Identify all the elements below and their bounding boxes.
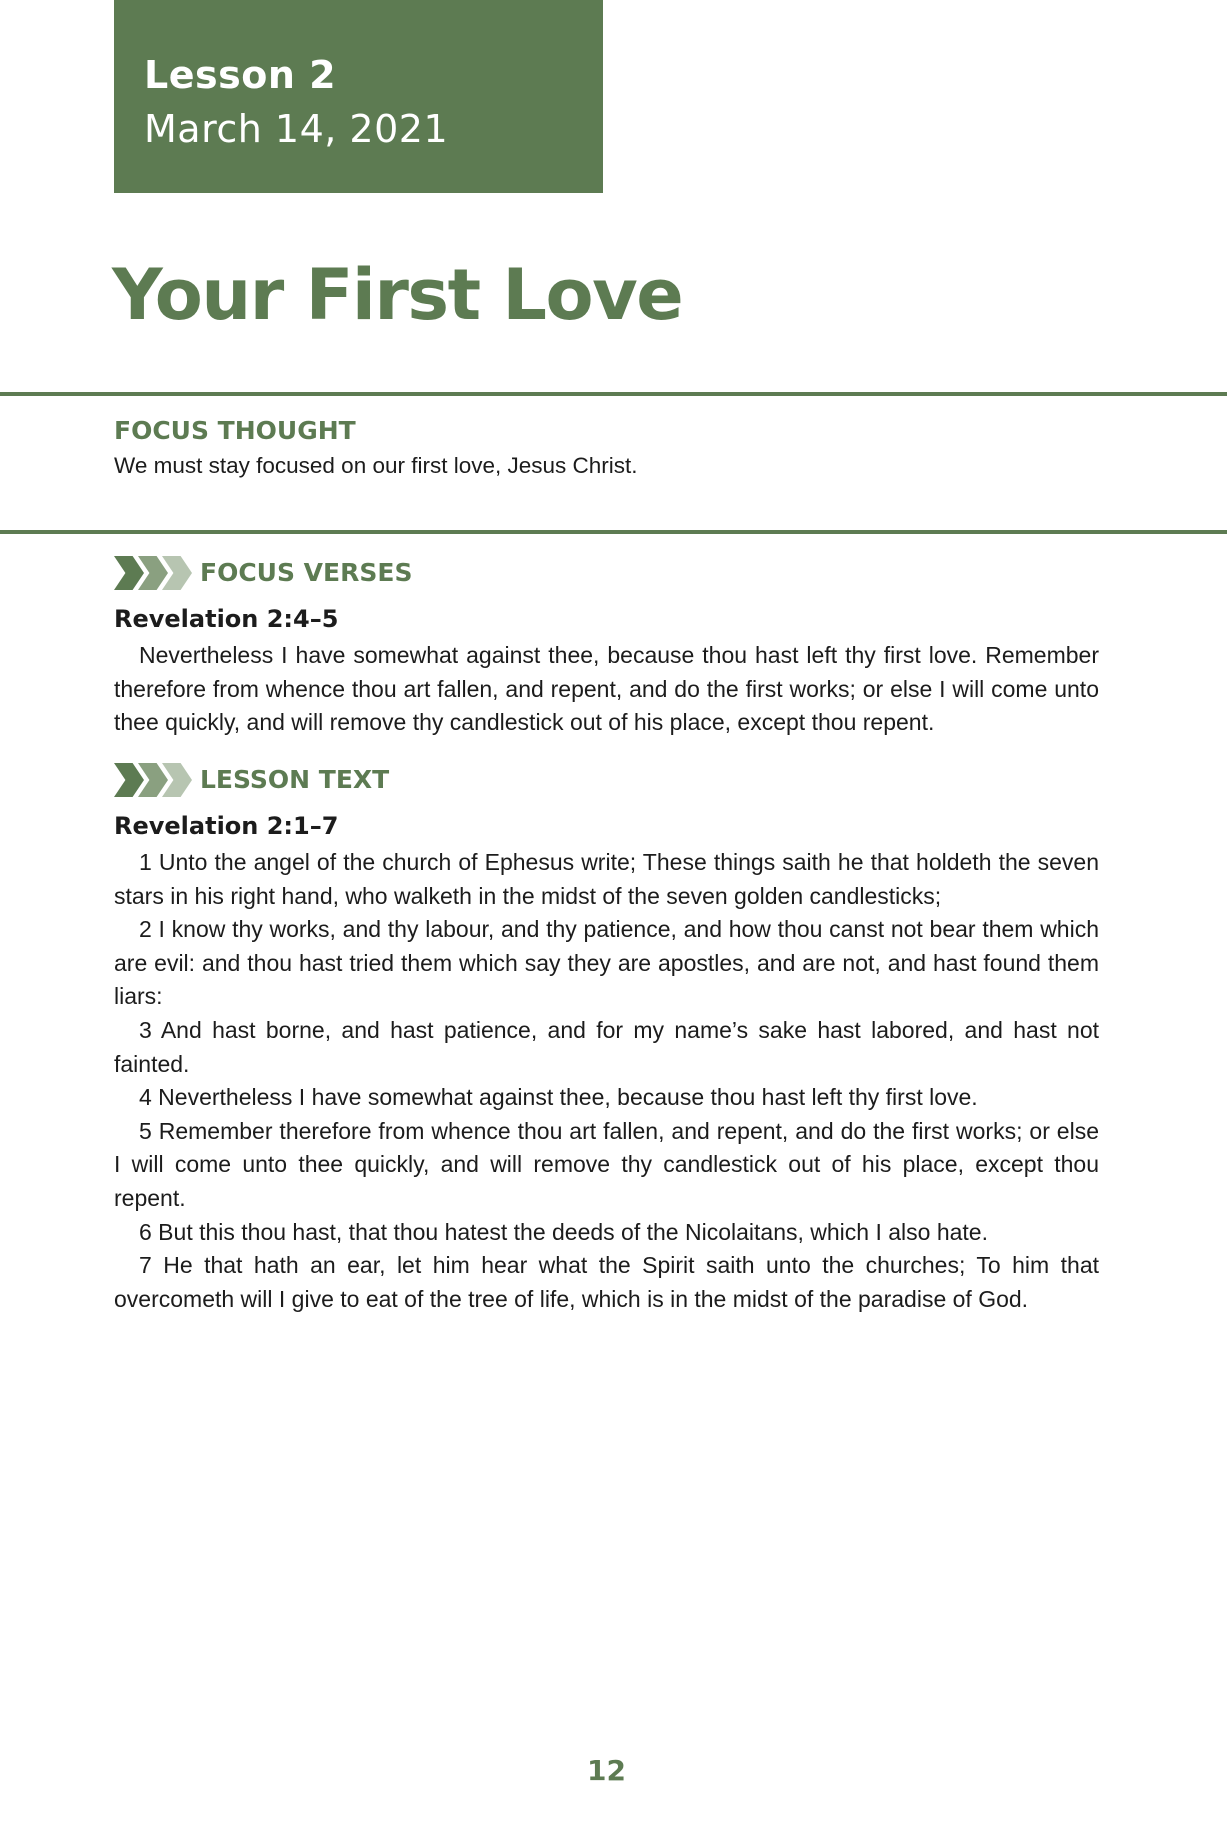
focus-thought-heading: FOCUS THOUGHT [114,416,356,445]
lesson-text-reference: Revelation 2:1–7 [114,812,339,840]
triple-chevron-icon [114,556,186,590]
focus-verses-paragraph: Nevertheless I have somewhat against thee, because thou hast left thy first love. Remember therefore from whence thou art fallen, and repent, and do the first works; or else I will come unto thee quickly, and will remove thy candlestick out of his place, except thou repent. [114,642,1099,736]
verse: 2 I know thy works, and thy labour, and thy patience, and how thou canst not bear them which are evil: and thou hast tried them which say they are apostles, and are not, and hast found them liars: [114,916,1099,1010]
verse: 4 Nevertheless I have somewhat against thee, because thou hast left thy first love. [139,1084,978,1111]
page-title: Your First Love [112,254,683,336]
lesson-header-box [114,0,603,193]
divider-bottom [0,530,1227,534]
verse: 7 He that hath an ear, let him hear what the Spirit saith unto the churches; To him that overcometh will I give to eat of the tree of life, which is in the midst of the paradise of God. [114,1252,1099,1312]
verse: 5 Remember therefore from whence thou art fallen, and repent, and do the first works; or else I will come unto thee quickly, and will remove thy candlestick out of his place, except thou repent. [114,1117,1099,1211]
lesson-text-heading [114,763,389,797]
divider-top [0,392,1227,396]
lesson-text-body [114,846,1099,1316]
focus-verses-label: FOCUS VERSES [200,558,413,587]
focus-verses-heading [114,556,412,590]
triple-chevron-icon [114,763,186,797]
page-number: 12 [587,1754,626,1787]
verse: 1 Unto the angel of the church of Ephesus write; These things saith he that holdeth the seven stars in his right hand, who walketh in the midst of the seven golden candlesticks; [114,849,1099,909]
focus-verses-reference: Revelation 2:4–5 [114,605,339,633]
lesson-number: Lesson 2 [144,53,337,97]
verse: 3 And hast borne, and hast patience, and for my name’s sake hast labored, and hast not fainted. [114,1016,1099,1077]
lesson-date: March 14, 2021 [144,107,449,151]
focus-verses-text [114,639,1099,740]
verse: 6 But this thou hast, that thou hatest the deeds of the Nicolaitans, which I also hate. [139,1218,988,1245]
lesson-text-label: LESSON TEXT [200,765,390,794]
focus-thought-text: We must stay focused on our first love, Jesus Christ. [114,453,638,478]
